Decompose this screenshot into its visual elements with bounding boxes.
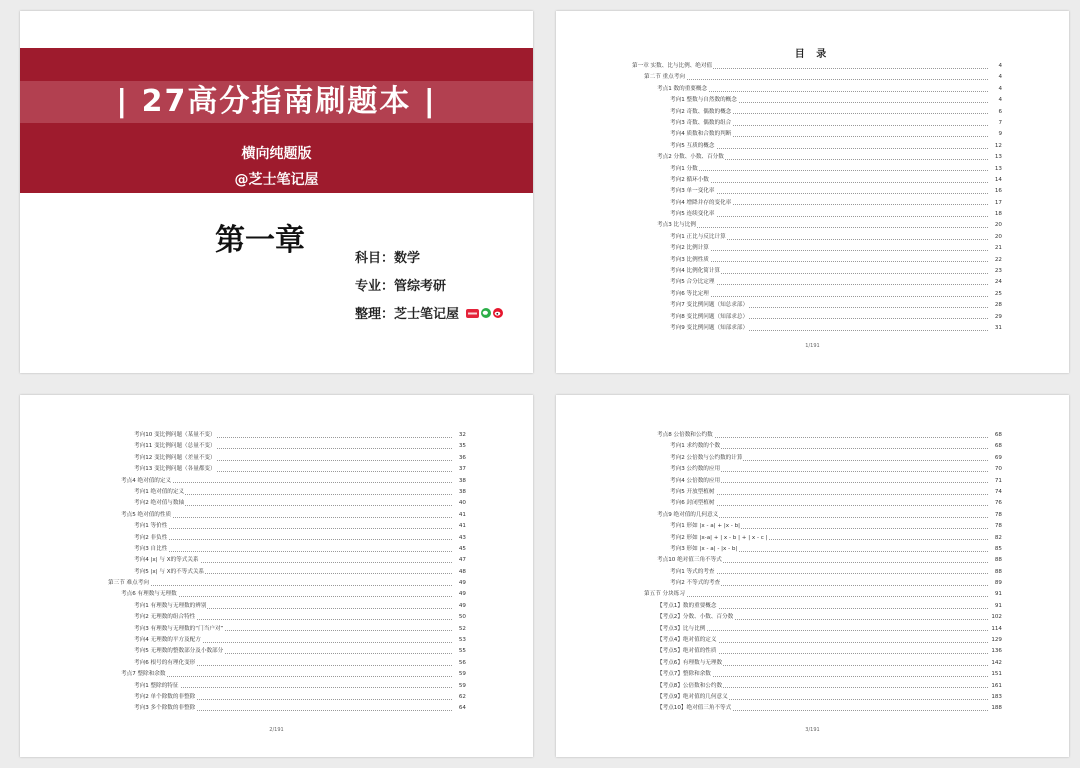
cover-page	[20, 11, 533, 373]
toc-entry-page: 40	[458, 500, 466, 507]
toc-entry[interactable]	[20, 635, 533, 646]
toc-entry-title: 考向3 多个除数的非整除	[134, 703, 196, 714]
toc-entry[interactable]	[556, 476, 1069, 487]
toc-entry[interactable]	[556, 567, 1069, 578]
toc-entry-page: 188	[991, 705, 1002, 712]
toc-entry-page: 129	[991, 637, 1002, 644]
toc-entry-title: 【考点5】绝对值的性质	[657, 646, 718, 657]
toc-entry[interactable]	[20, 521, 533, 532]
toc-entry-page: 13	[994, 165, 1002, 172]
toc-entry[interactable]	[556, 266, 1069, 277]
toc-entry-title: 考向2 形如 |x-a| + | x - b | + | x - c |	[670, 533, 769, 544]
toc-entry-title: 考向1 整除的特征	[134, 681, 180, 692]
toc-entry-page: 49	[458, 591, 466, 598]
toc-entry[interactable]	[20, 555, 533, 566]
toc-entry-title: 考向5 |x| 与 X的不等式关系	[134, 567, 205, 578]
toc-entry[interactable]	[556, 323, 1069, 334]
toc-entry-title: 【考点6】有理数与无理数	[657, 658, 723, 669]
toc-entry-page: 49	[458, 602, 466, 609]
toc-entry[interactable]	[556, 703, 1069, 714]
toc-entry[interactable]	[556, 510, 1069, 521]
wechat-icon	[481, 307, 491, 322]
toc-entry-title: 考点5 绝对值的性质	[121, 510, 172, 521]
toc-entry-title: 考向3 有理数与无理数的“门当户对”	[134, 624, 224, 635]
toc-entry[interactable]	[556, 95, 1069, 106]
toc-entry-page: 136	[991, 648, 1002, 655]
toc-entry[interactable]	[556, 107, 1069, 118]
toc-entry-title: 考向3 形如 |x - a| - |x - b|	[670, 544, 738, 555]
toc-entry-page: 38	[458, 477, 466, 484]
toc-entry-title: 考向4 公倍数的应用	[670, 476, 721, 487]
toc-entry-page: 69	[994, 454, 1002, 461]
toc-entry-page: 28	[994, 302, 1002, 309]
toc-entry-page: 142	[991, 659, 1002, 666]
toc-entry-title: 【考点2】分数、小数、百分数	[657, 612, 734, 623]
toc-leader-dots	[657, 227, 988, 228]
toc-entry-page: 20	[994, 222, 1002, 229]
toc-entry-title: 第一章 实数、比与比例、绝对值	[632, 61, 713, 72]
toc-entry[interactable]	[556, 255, 1069, 266]
toc-entry-page: 74	[994, 488, 1002, 495]
toc-leader-dots	[670, 182, 988, 183]
toc-entry-page: 6	[998, 108, 1002, 115]
toc-entry-title: 考向1 绝对值的定义	[134, 487, 185, 498]
toc-entry[interactable]	[20, 510, 533, 521]
toc-entry[interactable]	[556, 243, 1069, 254]
toc-entry[interactable]	[20, 703, 533, 714]
toc-entry-title: 【考点10】绝对值三角不等式	[657, 703, 732, 714]
toc-entry-title: 【考点8】公倍数和公约数	[657, 681, 723, 692]
toc-entry[interactable]	[20, 669, 533, 680]
toc-entry-title: 考点10 绝对值三角不等式	[657, 555, 723, 566]
toc-entry-title: 考向2 非负性	[134, 533, 168, 544]
toc-entry-title: 第二节 重点考向	[644, 72, 686, 83]
toc-entry-title: 考点2 分数、小数、百分数	[657, 152, 725, 163]
toc-entry-title: 考向1 正比与反比计算	[670, 232, 727, 243]
toc-entry-page: 37	[458, 466, 466, 473]
toc-entry[interactable]	[20, 612, 533, 623]
toc-entry-title: 考点9 绝对值的几何意义	[657, 510, 719, 521]
toc-entry-page: 102	[991, 614, 1002, 621]
toc-entry-title: 考向1 等价性	[134, 521, 168, 532]
toc-title: 目 录	[794, 49, 831, 60]
toc-entry-title: 考向4 |x| 与 X的等式关系	[134, 555, 200, 566]
toc-entry-title: 【考点3】比与比例	[657, 624, 706, 635]
toc-entry[interactable]	[556, 658, 1069, 669]
toc-entry[interactable]	[556, 277, 1069, 288]
toc-entry-page: 32	[458, 432, 466, 438]
page-number: 2/191	[269, 727, 284, 733]
toc-entry-page: 4	[998, 85, 1002, 92]
xiaohongshu-icon	[466, 307, 479, 322]
page-number: 3/191	[805, 727, 820, 733]
toc-entry-title: 考向5 互质的概念	[670, 141, 716, 152]
cover-banner	[20, 48, 533, 193]
toc-leader-dots	[670, 148, 988, 149]
toc-leader-dots	[670, 494, 988, 495]
toc-entry-page: 78	[994, 523, 1002, 530]
toc-entry[interactable]	[20, 578, 533, 589]
toc-entry-page: 17	[994, 199, 1002, 206]
toc-entry[interactable]	[20, 692, 533, 703]
toc-entry-title: 考向1 形如 |x - a| + |x - b|	[670, 521, 741, 532]
toc-entry-page: 91	[994, 602, 1002, 609]
toc-leader-dots	[670, 261, 988, 262]
toc-list	[556, 430, 1069, 715]
toc-entry[interactable]	[20, 601, 533, 612]
toc-leader-dots	[670, 216, 988, 217]
toc-entry-page: 7	[998, 119, 1002, 126]
toc-entry-title: 考向2 奇数、偶数的概念	[670, 107, 732, 118]
compiler-label: 整理：芝士笔记屋	[355, 307, 460, 322]
toc-entry-page: 18	[994, 211, 1002, 218]
toc-entry[interactable]	[556, 487, 1069, 498]
toc-entry[interactable]	[556, 646, 1069, 657]
toc-entry-title: 考向1 求约数的个数	[670, 441, 721, 452]
toc-entry-title: 考点8 公倍数和公约数	[657, 430, 714, 441]
toc-page-2	[20, 395, 533, 757]
toc-entry[interactable]	[20, 464, 533, 475]
toc-entry[interactable]	[556, 669, 1069, 680]
toc-entry-title: 考向3 公约数的应用	[670, 464, 721, 475]
toc-entry[interactable]	[556, 289, 1069, 300]
toc-entry-title: 考向5 合分比定理	[670, 277, 716, 288]
toc-entry-title: 考向4 增降并存的变化率	[670, 198, 732, 209]
toc-leader-dots	[670, 250, 988, 251]
toc-entry-page: 114	[991, 625, 1002, 632]
toc-entry-page: 38	[458, 488, 466, 495]
toc-entry[interactable]	[556, 300, 1069, 311]
toc-entry-title: 考向7 变比例问题（知总求部）	[670, 300, 749, 311]
toc-entry[interactable]	[556, 612, 1069, 623]
toc-leader-dots	[134, 539, 452, 540]
toc-entry-page: 35	[458, 443, 466, 450]
toc-entry-title: 【考点9】绝对值的几何意义	[657, 692, 729, 703]
toc-entry[interactable]	[556, 118, 1069, 129]
toc-entry-title: 考向2 循环小数	[670, 175, 710, 186]
toc-entry-page: 89	[994, 580, 1002, 587]
toc-entry-title: 考向2 比例计算	[670, 243, 710, 254]
toc-entry[interactable]	[20, 646, 533, 657]
toc-entry-page: 55	[458, 648, 466, 655]
toc-entry-title: 考向4 无理数的平方及配方	[134, 635, 202, 646]
toc-entry[interactable]	[556, 141, 1069, 152]
toc-entry-page: 88	[994, 568, 1002, 575]
toc-entry-title: 考点7 整除和余数	[121, 669, 167, 680]
toc-leader-dots	[670, 284, 988, 285]
toc-entry[interactable]	[556, 692, 1069, 703]
toc-entry-title: 考向12 变比例问题（差量不变）	[134, 453, 217, 464]
toc-entry[interactable]	[556, 681, 1069, 692]
toc-page-3	[556, 395, 1069, 757]
toc-entry-title: 考向6 封闭型植树	[670, 498, 716, 509]
toc-entry-title: 考向6 等比定理	[670, 289, 710, 300]
toc-entry-page: 183	[991, 693, 1002, 700]
toc-entry[interactable]	[20, 624, 533, 635]
toc-entry[interactable]	[556, 635, 1069, 646]
toc-entry-title: 考点1 数的重要概念	[657, 84, 708, 95]
toc-leader-dots	[644, 79, 988, 80]
toc-entry[interactable]	[556, 198, 1069, 209]
toc-entry-title: 考向3 自比性	[134, 544, 168, 555]
toc-entry[interactable]	[556, 498, 1069, 509]
toc-entry[interactable]	[556, 441, 1069, 452]
toc-entry-page: 43	[458, 534, 466, 541]
toc-entry-page: 151	[991, 671, 1002, 678]
cover-edition: 横向纯题版	[241, 146, 312, 162]
toc-leader-dots	[644, 596, 988, 597]
toc-entry-page: 53	[458, 637, 466, 644]
toc-entry-title: 考向4 质数和合数的判断	[670, 129, 732, 140]
toc-entry[interactable]	[556, 186, 1069, 197]
chapter-heading: 第一章	[215, 223, 305, 258]
toc-entry-page: 62	[458, 693, 466, 700]
toc-list	[556, 61, 1069, 334]
toc-entry-title: 考向5 无理数的整数部分及小数部分	[134, 646, 224, 657]
toc-entry-title: 考向8 变比例问题（知部求总）	[670, 312, 749, 323]
toc-entry[interactable]	[20, 453, 533, 464]
toc-entry-title: 考向10 变比例问题（某量不变）	[134, 430, 217, 441]
toc-entry-title: 第三节 难点考向	[108, 578, 150, 589]
toc-list	[20, 430, 533, 715]
toc-entry-page: 82	[994, 534, 1002, 541]
toc-entry-title: 考向3 单一变化率	[670, 186, 716, 197]
toc-entry-title: 【考点7】整除和余数	[657, 669, 712, 680]
toc-entry-page: 31	[994, 324, 1002, 331]
toc-entry-title: 考点6 有理数与无理数	[121, 589, 178, 600]
toc-entry-title: 考向2 单个除数的非整除	[134, 692, 196, 703]
toc-entry-title: 考向1 有理数与无理数的辨别	[134, 601, 207, 612]
toc-entry-title: 考向11 变比例问题（总量不变）	[134, 441, 217, 452]
toc-entry-page: 4	[998, 63, 1002, 69]
toc-entry-page: 48	[458, 568, 466, 575]
subject-label: 科目：数学	[355, 251, 421, 266]
toc-entry-page: 50	[458, 614, 466, 621]
toc-leader-dots	[108, 585, 452, 586]
toc-entry-title: 考向2 绝对值与数轴	[134, 498, 185, 509]
toc-leader-dots	[134, 528, 452, 529]
toc-entry-page: 4	[998, 97, 1002, 104]
toc-entry[interactable]	[556, 544, 1069, 555]
toc-entry-page: 9	[998, 131, 1002, 138]
toc-entry-page: 85	[994, 545, 1002, 552]
toc-entry[interactable]	[556, 220, 1069, 231]
toc-entry-title: 【考点4】绝对值的定义	[657, 635, 718, 646]
toc-entry[interactable]	[556, 601, 1069, 612]
toc-entry-page: 88	[994, 557, 1002, 564]
toc-entry-page: 71	[994, 477, 1002, 484]
toc-entry[interactable]	[556, 164, 1069, 175]
toc-entry[interactable]	[20, 441, 533, 452]
toc-entry-title: 考向1 等式的考查	[670, 567, 716, 578]
toc-entry-page: 45	[458, 545, 466, 552]
toc-leader-dots	[670, 296, 988, 297]
toc-entry[interactable]	[556, 589, 1069, 600]
toc-entry-title: 考向4 比例化简计算	[670, 266, 721, 277]
toc-entry[interactable]	[556, 430, 1069, 441]
toc-entry-title: 考向2 公倍数与公约数的计算	[670, 453, 743, 464]
toc-entry-title: 考向3 比例性质	[670, 255, 710, 266]
toc-leader-dots	[670, 170, 988, 171]
toc-entry-title: 考点4 绝对值的定义	[121, 476, 172, 487]
toc-leader-dots	[657, 630, 988, 631]
toc-entry-title: 考向1 整数与自然数的概念	[670, 95, 738, 106]
toc-leader-dots	[134, 687, 452, 688]
toc-leader-dots	[134, 551, 452, 552]
toc-entry-page: 23	[994, 268, 1002, 275]
toc-entry-page: 36	[458, 454, 466, 461]
toc-entry-title: 考点3 比与比例	[657, 220, 697, 231]
toc-entry[interactable]	[20, 487, 533, 498]
toc-page-1	[556, 11, 1069, 373]
toc-entry-page: 52	[458, 625, 466, 632]
toc-entry-page: 91	[994, 591, 1002, 598]
compiler-row	[355, 303, 503, 322]
toc-entry[interactable]	[556, 84, 1069, 95]
toc-entry[interactable]	[556, 555, 1069, 566]
toc-entry[interactable]	[556, 209, 1069, 220]
toc-entry[interactable]	[556, 312, 1069, 323]
toc-entry[interactable]	[20, 681, 533, 692]
toc-entry-page: 21	[994, 245, 1002, 252]
toc-leader-dots	[121, 676, 452, 677]
toc-entry-page: 12	[994, 142, 1002, 149]
toc-entry-page: 13	[994, 154, 1002, 161]
toc-entry-page: 25	[994, 290, 1002, 297]
toc-leader-dots	[670, 193, 988, 194]
toc-entry[interactable]	[20, 430, 533, 441]
toc-entry-page: 14	[994, 176, 1002, 183]
page-number: 1/191	[805, 343, 820, 349]
toc-entry-page: 59	[458, 682, 466, 689]
toc-entry[interactable]	[556, 521, 1069, 532]
toc-entry-page: 68	[994, 443, 1002, 450]
toc-leader-dots	[670, 573, 988, 574]
toc-entry[interactable]	[556, 453, 1069, 464]
toc-entry-title: 第五节 分块练习	[644, 589, 686, 600]
cover-author-handle: @芝士笔记屋	[234, 172, 319, 188]
toc-entry[interactable]	[556, 464, 1069, 475]
toc-entry-page: 24	[994, 279, 1002, 286]
toc-entry-page: 68	[994, 432, 1002, 438]
toc-entry-page: 64	[458, 705, 466, 712]
toc-entry-title: 考向6 根号的有理化变形	[134, 658, 196, 669]
toc-entry[interactable]	[20, 498, 533, 509]
toc-entry[interactable]	[20, 589, 533, 600]
major-label: 专业：管综考研	[355, 279, 447, 294]
toc-entry-title: 考向13 变比例问题（各量都变）	[134, 464, 217, 475]
toc-entry-title: 考向9 变比例问题（知部求部）	[670, 323, 749, 334]
toc-entry[interactable]	[20, 544, 533, 555]
toc-entry-page: 29	[994, 313, 1002, 320]
toc-entry-page: 49	[458, 580, 466, 587]
toc-entry-title: 考向5 连续变化率	[670, 209, 716, 220]
toc-entry[interactable]	[20, 476, 533, 487]
toc-entry-page: 22	[994, 256, 1002, 263]
toc-entry-page: 41	[458, 523, 466, 530]
toc-entry-page: 16	[994, 188, 1002, 195]
toc-entry[interactable]	[556, 533, 1069, 544]
toc-entry-title: 考向5 开放型植树	[670, 487, 716, 498]
toc-entry-title: 考向1 分数	[670, 164, 699, 175]
toc-entry[interactable]	[556, 72, 1069, 83]
toc-entry-title: 考向3 奇数、偶数的组合	[670, 118, 732, 129]
toc-entry-title: 考向2 无理数的组合特性	[134, 612, 196, 623]
toc-entry[interactable]	[556, 175, 1069, 186]
toc-entry-title: 考向2 不等式的考查	[670, 578, 721, 589]
toc-entry-page: 41	[458, 511, 466, 518]
toc-entry-page: 4	[998, 74, 1002, 81]
toc-entry[interactable]	[20, 567, 533, 578]
toc-entry[interactable]	[556, 152, 1069, 163]
toc-entry[interactable]	[20, 533, 533, 544]
toc-entry-page: 78	[994, 511, 1002, 518]
toc-entry-page: 161	[991, 682, 1002, 689]
toc-entry-page: 59	[458, 671, 466, 678]
toc-leader-dots	[670, 505, 988, 506]
toc-entry-page: 56	[458, 659, 466, 666]
toc-entry[interactable]	[556, 624, 1069, 635]
toc-entry-title: 【考点1】数的重要概念	[657, 601, 718, 612]
toc-entry-page: 76	[994, 500, 1002, 507]
cover-title: | 27高分指南刷题本 |	[116, 84, 437, 119]
toc-entry-page: 47	[458, 557, 466, 564]
toc-entry[interactable]	[556, 232, 1069, 243]
weibo-icon	[493, 307, 503, 322]
toc-entry[interactable]	[556, 129, 1069, 140]
toc-entry-page: 20	[994, 233, 1002, 240]
toc-entry[interactable]	[20, 658, 533, 669]
toc-entry-page: 70	[994, 466, 1002, 473]
toc-entry[interactable]	[556, 61, 1069, 72]
toc-entry[interactable]	[556, 578, 1069, 589]
